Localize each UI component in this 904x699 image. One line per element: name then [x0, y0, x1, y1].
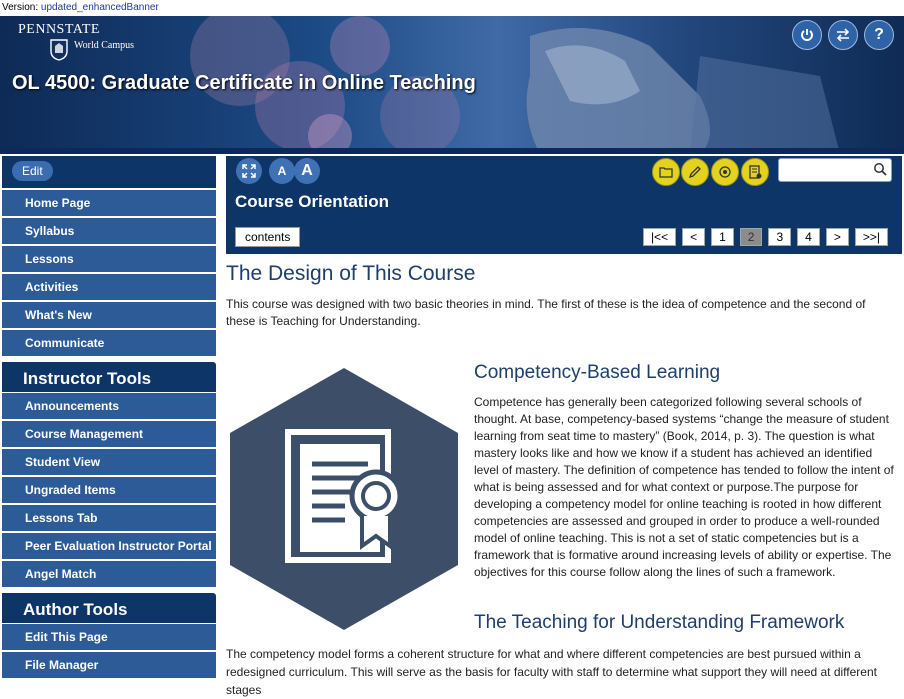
- nav-item-label: Announcements: [25, 399, 120, 413]
- nav-item-label: Home Page: [25, 196, 91, 210]
- shield-icon: [50, 39, 68, 61]
- nav-item-label: Edit This Page: [25, 630, 108, 644]
- nav-item-course-management[interactable]: [2, 421, 216, 449]
- pager-first[interactable]: |<<: [643, 228, 676, 246]
- author-tools-label: Author Tools: [23, 600, 128, 619]
- nav-item-label: Student View: [25, 455, 101, 469]
- font-increase-button[interactable]: A: [294, 158, 320, 184]
- pennstate-logo[interactable]: [18, 22, 135, 51]
- course-title: OL 4500: Graduate Certificate in Online Teaching: [12, 72, 476, 94]
- pager-page-3[interactable]: 3: [768, 228, 791, 246]
- teaching-framework-paragraph: The competency model forms a coherent structure for what and where different competencies are best pursued within a redesigned curriculum. This will serve as the basis for faculty with staff to determine what support they will need at different stages: [226, 647, 877, 697]
- pager-page-2[interactable]: 2: [740, 228, 763, 246]
- nav-item-lessons[interactable]: [2, 246, 216, 274]
- pager-page-4[interactable]: 4: [797, 228, 820, 246]
- course-banner: [0, 16, 904, 154]
- nav-item-peer-evaluation[interactable]: [2, 533, 216, 561]
- pager-page-1[interactable]: 1: [711, 228, 734, 246]
- settings-icon[interactable]: [711, 158, 739, 186]
- content-header: [226, 156, 902, 254]
- pager-last[interactable]: >>|: [855, 228, 888, 246]
- banner-bottom-band: [0, 148, 904, 154]
- page-title: The Design of This Course: [226, 262, 476, 285]
- nav-item-label: What's New: [25, 308, 92, 322]
- nav-item-ungraded-items[interactable]: [2, 477, 216, 505]
- section-heading-competency: Competency-Based Learning: [474, 362, 721, 383]
- left-navigation: [0, 156, 218, 678]
- pencil-icon[interactable]: [681, 158, 709, 186]
- nav-item-label: Angel Match: [25, 567, 97, 581]
- nav-item-angel-match[interactable]: [2, 561, 216, 589]
- notes-icon[interactable]: [741, 158, 769, 186]
- version-link[interactable]: updated_enhancedBanner: [40, 2, 159, 13]
- instructor-tools-label: Instructor Tools: [23, 369, 152, 388]
- version-info: [2, 2, 159, 13]
- nav-item-student-view[interactable]: [2, 449, 216, 477]
- nav-item-label: Syllabus: [25, 224, 75, 238]
- power-icon[interactable]: [792, 20, 822, 50]
- certificate-icon: [230, 368, 458, 630]
- edit-button[interactable]: Edit: [12, 161, 53, 181]
- nav-item-lessons-tab[interactable]: [2, 505, 216, 533]
- nav-item-file-manager[interactable]: [2, 652, 216, 680]
- search-input[interactable]: [778, 158, 892, 182]
- nav-item-label: Ungraded Items: [25, 483, 116, 497]
- instructor-tools-header: [2, 362, 216, 392]
- fullscreen-icon[interactable]: [236, 158, 262, 184]
- font-decrease-button[interactable]: A: [269, 158, 295, 184]
- edit-bar: [2, 156, 216, 188]
- nav-item-label: File Manager: [25, 658, 99, 672]
- nav-item-label: Lessons Tab: [25, 511, 98, 525]
- nav-item-announcements[interactable]: [2, 393, 216, 421]
- nav-item-syllabus[interactable]: [2, 218, 216, 246]
- search-icon[interactable]: [873, 162, 887, 176]
- section-heading-teaching-framework: The Teaching for Understanding Framework: [474, 612, 845, 633]
- section-title: Course Orientation: [235, 192, 389, 211]
- help-icon[interactable]: ?: [864, 20, 894, 50]
- pagination: [643, 228, 888, 246]
- banner-toolbar: [792, 20, 894, 50]
- intro-paragraph: This course was designed with two basic theories in mind. The first of these is the idea of competence and the second of these is Teaching for Understanding.: [226, 297, 866, 328]
- folder-icon[interactable]: [652, 158, 680, 186]
- logo-world-campus-text: World Campus: [74, 40, 135, 51]
- nav-item-label: Peer Evaluation Instructor Portal: [25, 539, 212, 553]
- swap-icon[interactable]: [828, 20, 858, 50]
- certificate-illustration: [230, 368, 458, 630]
- version-label: Version:: [2, 2, 39, 13]
- pager-prev[interactable]: <: [682, 228, 705, 246]
- contents-button[interactable]: contents: [235, 227, 300, 247]
- nav-item-edit-this-page[interactable]: [2, 624, 216, 652]
- nav-item-label: Activities: [25, 280, 79, 294]
- nav-item-label: Course Management: [25, 427, 144, 441]
- logo-pennstate-text: PENNSTATE: [18, 22, 100, 37]
- nav-item-label: Communicate: [25, 336, 105, 350]
- nav-item-home-page[interactable]: [2, 190, 216, 218]
- competency-paragraph: Competence has generally been categorized following several schools of thought. At base, competency-based systems “change the measure of student learning from seat time to mastery” (Book, 2014, p. 3). The question is what mastery looks like and how we know if a student has achieved an identified level of mastery. The definition of competence has tended to follow the intent of what is being assessed and for what context or purpose.The purpose for developing a competency model for online teaching is rooted in how different competencies are assessed and grouped in order to produce a well-rounded model of online teaching. This is not a set of static competencies but is a framework that is formative around increasing levels of ability or expertise. The objectives for this course follow along the lines of such a framework.: [474, 395, 894, 579]
- nav-item-whats-new[interactable]: [2, 302, 216, 330]
- author-tools-header: [2, 593, 216, 623]
- nav-item-label: Lessons: [25, 252, 74, 266]
- pager-next[interactable]: >: [826, 228, 849, 246]
- nav-item-communicate[interactable]: [2, 330, 216, 358]
- nav-item-activities[interactable]: [2, 274, 216, 302]
